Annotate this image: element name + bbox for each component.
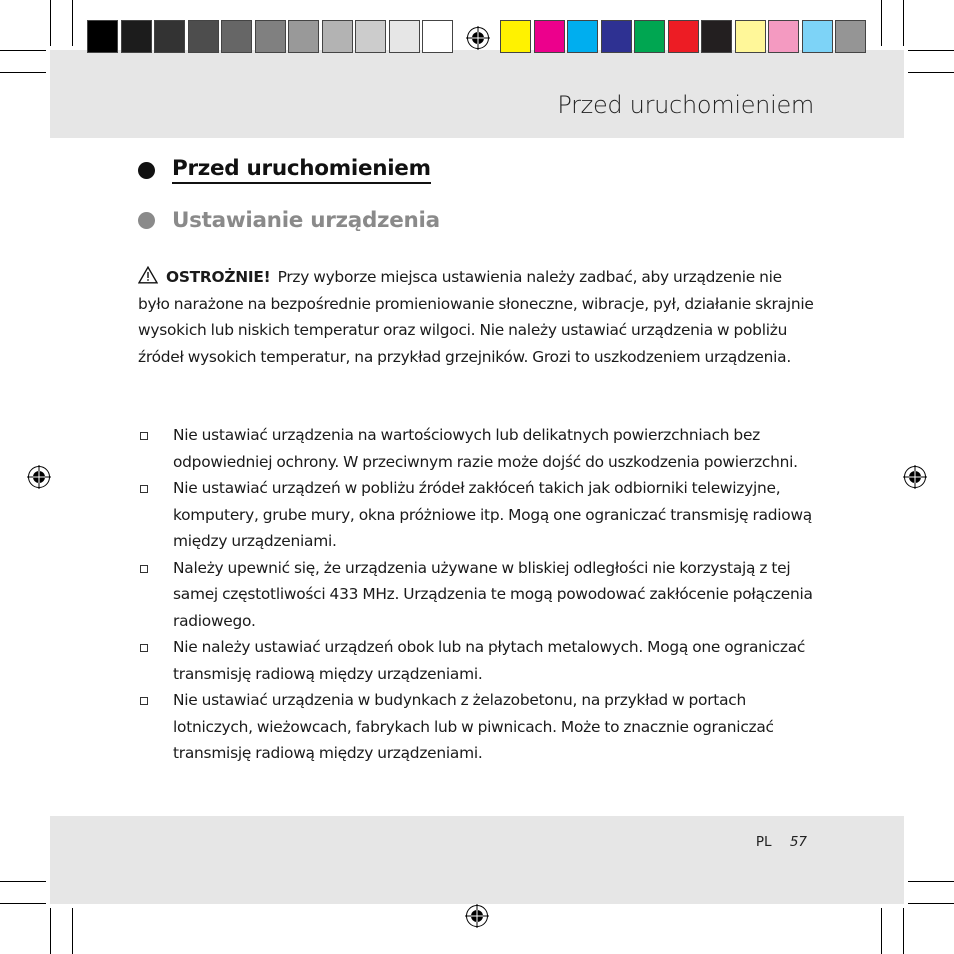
- page-number: 57: [789, 834, 807, 850]
- list-item: [138, 634, 816, 687]
- color-swatch: [121, 20, 152, 53]
- warning-text: Przy wyborze miejsca ustawienia należy zadbać, aby urządzenie nie było narażone na bezpośrednie promieniowanie słoneczne, wibracje, pył, działanie skrajnie wysokich lub niskich temperatur oraz wilgoci. Nie należy ustawiać urządzenia w pobliżu źródeł wysokich temperatur, na przykład grzejników. Grozi to uszkodzeniem urządzenia.: [138, 268, 814, 366]
- color-swatch: [668, 20, 699, 53]
- list-item: [138, 687, 816, 767]
- section-heading-text: Przed uruchomieniem: [172, 156, 431, 184]
- color-swatch: [389, 20, 420, 53]
- bullet-dot-icon: [138, 162, 155, 179]
- warning-label: OSTROŻNIE!: [166, 268, 271, 286]
- warning-paragraph: [138, 264, 816, 370]
- color-swatch: [768, 20, 799, 53]
- color-swatch: [835, 20, 866, 53]
- color-swatch: [634, 20, 665, 53]
- checkbox-bullet-icon: [140, 697, 148, 705]
- color-swatch: [567, 20, 598, 53]
- subsection-heading: [138, 208, 440, 233]
- color-swatch: [355, 20, 386, 53]
- color-swatch: [601, 20, 632, 53]
- running-title: Przed uruchomieniem: [557, 91, 814, 119]
- registration-mark-icon: [466, 26, 490, 50]
- list-item-text: Nie ustawiać urządzeń w pobliżu źródeł zakłóceń takich jak odbiorniki telewizyjne, komputery, grube mury, okna próżniowe itp. Mogą one ograniczać transmisję radiową między urządzeniami.: [173, 479, 812, 550]
- list-item-text: Należy upewnić się, że urządzenia używane w bliskiej odległości nie korzystają z tej samej częstotliwości 433 MHz. Urządzenia te mogą powodować zakłócenie połączenia radiowego.: [173, 558, 813, 630]
- list-item: [138, 422, 816, 475]
- registration-mark-icon: [903, 465, 927, 489]
- color-swatch: [221, 20, 252, 53]
- registration-mark-icon: [27, 465, 51, 489]
- checkbox-bullet-icon: [140, 644, 148, 652]
- checkbox-bullet-icon: [140, 432, 148, 440]
- bullet-dot-icon: [138, 212, 155, 229]
- section-heading: [138, 156, 431, 184]
- registration-mark-icon: [465, 904, 489, 928]
- color-swatch: [255, 20, 286, 53]
- color-swatch: [87, 20, 118, 53]
- color-swatch: [322, 20, 353, 53]
- color-swatch: [288, 20, 319, 53]
- checkbox-bullet-icon: [140, 565, 148, 573]
- color-swatch: [735, 20, 766, 53]
- warning-triangle-icon: [138, 266, 158, 284]
- list-item: [138, 555, 816, 635]
- instruction-list: [138, 422, 816, 767]
- language-code: PL: [755, 834, 772, 850]
- checkbox-bullet-icon: [140, 485, 148, 493]
- list-item-text: Nie ustawiać urządzenia na wartościowych lub delikatnych powierzchniach bez odpowiedniej ochrony. W przeciwnym razie może dojść do uszkodzenia powierzchni.: [173, 426, 798, 471]
- color-swatch: [188, 20, 219, 53]
- list-item-text: Nie ustawiać urządzenia w budynkach z żelazobetonu, na przykład w portach lotniczych, wieżowcach, fabrykach lub w piwnicach. Może to znacznie ograniczać transmisję radiową między urządzeniami.: [173, 691, 774, 762]
- subsection-heading-text: Ustawianie urządzenia: [172, 208, 440, 233]
- color-swatch: [534, 20, 565, 53]
- color-swatch: [154, 20, 185, 53]
- color-swatch: [422, 20, 453, 53]
- footer-band: [50, 816, 904, 904]
- color-swatch: [701, 20, 732, 53]
- color-swatch: [500, 20, 531, 53]
- page-footer: [756, 834, 807, 850]
- color-swatch: [802, 20, 833, 53]
- list-item: [138, 475, 816, 555]
- list-item-text: Nie należy ustawiać urządzeń obok lub na płytach metalowych. Mogą one ograniczać transmisję radiową między urządzeniami.: [173, 638, 806, 683]
